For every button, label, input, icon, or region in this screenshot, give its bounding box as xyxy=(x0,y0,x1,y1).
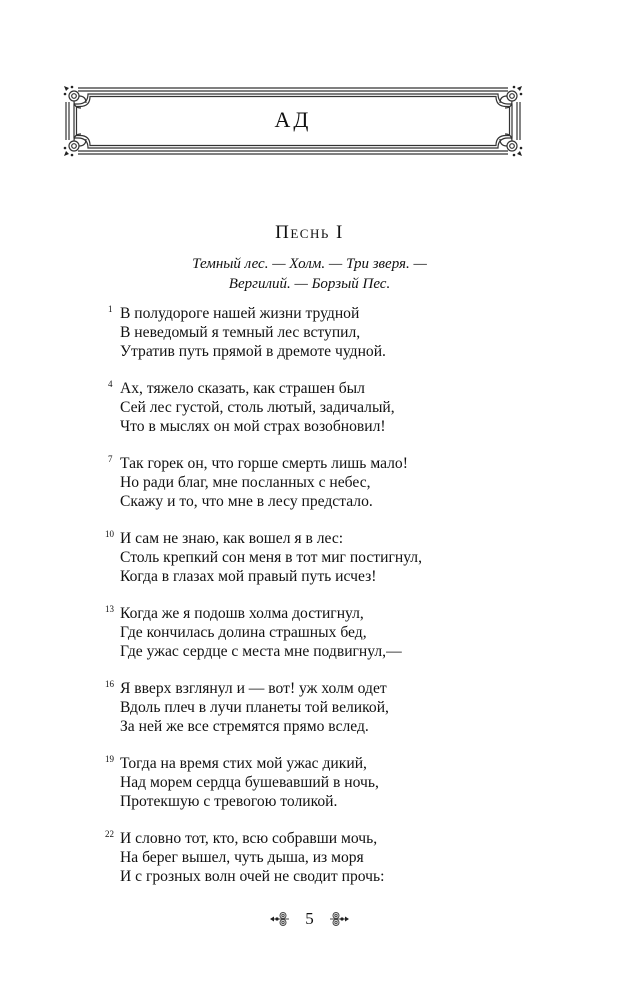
fleuron-right-icon xyxy=(328,911,350,927)
verse-number: 10 xyxy=(105,529,114,539)
stanza xyxy=(105,829,528,886)
verse-line xyxy=(105,754,528,773)
verse-line xyxy=(108,379,528,398)
canto-summary xyxy=(0,254,619,294)
verse-body xyxy=(105,304,528,904)
verse-line: Где ужас сердце с места мне подвигнул,— xyxy=(120,643,402,660)
verse-line xyxy=(105,679,528,698)
verse-line: Но ради благ, мне посланных с небес, xyxy=(120,474,371,491)
verse-line: В неведомый я темный лес вступил, xyxy=(120,324,361,341)
verse-line: На берег вышел, чуть дыша, из моря xyxy=(120,849,364,866)
verse-text: И сам не знаю, как вошел я в лес: xyxy=(120,530,344,547)
stanza xyxy=(105,604,528,661)
verse-line xyxy=(105,604,528,623)
verse-line: Где кончилась долина страшных бед, xyxy=(120,624,367,641)
verse-line: Скажу и то, что мне в лесу предстало. xyxy=(120,493,373,510)
verse-line: За ней же все стремятся прямо вслед. xyxy=(120,718,369,735)
verse-line xyxy=(108,454,528,473)
verse-line: Столь крепкий сон меня в тот миг постигнул, xyxy=(120,549,422,566)
stanza xyxy=(108,454,528,511)
stanza xyxy=(105,754,528,811)
stanza xyxy=(108,379,528,436)
stanza xyxy=(105,679,528,736)
verse-line: Утратив путь прямой в дремоте чудной. xyxy=(120,343,386,360)
verse-text: И словно тот, кто, всю собравши мочь, xyxy=(120,830,378,847)
summary-line: Темный лес. — Холм. — Три зверя. — xyxy=(192,256,427,272)
stanza xyxy=(105,529,528,586)
verse-number: 13 xyxy=(105,604,114,614)
verse-line: Когда в глазах мой правый путь исчез! xyxy=(120,568,377,585)
page-footer xyxy=(0,906,619,932)
stanza xyxy=(108,304,528,361)
summary-line: Вергилий. — Борзый Пес. xyxy=(228,276,391,292)
part-title: АД xyxy=(274,107,312,132)
verse-line xyxy=(105,529,528,548)
fleuron-left-icon xyxy=(269,911,291,927)
verse-line: Протекшую с тревогою толикой. xyxy=(120,793,338,810)
verse-number: 4 xyxy=(108,379,113,389)
canto-title: Песнь I xyxy=(275,222,344,243)
verse-line: Над морем сердца бушевавший в ночь, xyxy=(120,774,379,791)
verse-text: В полудороге нашей жизни трудной xyxy=(120,305,360,322)
verse-line: Сей лес густой, столь лютый, задичалый, xyxy=(120,399,395,416)
verse-text: Ах, тяжело сказать, как страшен был xyxy=(120,380,365,397)
part-title-frame xyxy=(62,84,524,158)
verse-text: Я вверх взглянул и — вот! уж холм одет xyxy=(120,680,387,697)
verse-text: Так горек он, что горше смерть лишь мало! xyxy=(120,455,408,472)
verse-line xyxy=(105,829,528,848)
verse-line: Вдоль плеч в лучи планеты той великой, xyxy=(120,699,389,716)
verse-number: 19 xyxy=(105,754,114,764)
verse-number: 1 xyxy=(108,304,113,314)
verse-line xyxy=(108,304,528,323)
verse-number: 16 xyxy=(105,679,114,689)
verse-number: 7 xyxy=(108,454,113,464)
verse-text: Когда же я подошв холма достигнул, xyxy=(120,605,364,622)
page-number: 5 xyxy=(305,909,314,928)
verse-text: Тогда на время стих мой ужас дикий, xyxy=(120,755,367,772)
verse-line: И с грозных волн очей не сводит прочь: xyxy=(120,868,385,885)
verse-number: 22 xyxy=(105,829,114,839)
verse-line: Что в мыслях он мой страх возобновил! xyxy=(120,418,386,435)
